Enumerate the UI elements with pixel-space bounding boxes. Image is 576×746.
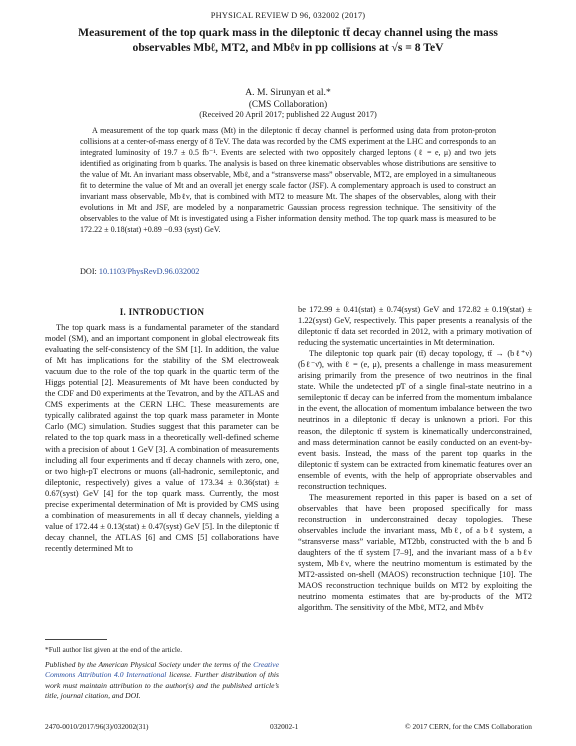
abstract: A measurement of the top quark mass (Mt) in the dileptonic tt̄ decay channel is performed using data from proton-proton collisions at a center-of-mass energy of 8 TeV. The data was recorded by the CMS experiment at the LHC and corresponds to an integrated luminosity of 19.7 ± 0.5 fb⁻¹. Events are selected with two oppositely charged leptons (ℓ = e, μ) and two jets identified as originating from b quarks. The analysis is based on three kinematic observables whose distributions are sensitive to the value of Mt. An invariant mass observable, Mbℓ, and a “stransverse mass” observable, MT2, are employed in a simultaneous fit to determine the value of Mt and an overall jet energy scale factor (JSF). A complementary approach is used to construct an invariant mass observable, Mbℓν, that is combined with MT2 to measure Mt. The shapes of the observables, along with their evolutions in Mt and JSF, are modeled by a nonparametric Gaussian process regression technique. The sensitivity of the observables to the value of Mt is investigated using a Fisher information density method. The top quark mass is measured to be 172.22 ± 0.18(stat) +0.89 −0.93 (syst) GeV. (80, 126, 496, 235)
license-text-1: Published by the American Physical Society under the terms of the (45, 660, 254, 669)
footnote-rule (45, 639, 107, 640)
collaboration: (CMS Collaboration) (248, 99, 328, 109)
footer-issn: 2470-0010/2017/96(3)/032002(31) (45, 722, 149, 731)
paper-title: Measurement of the top quark mass in the dileptonic tt̄ decay channel using the mass observables Mbℓ, MT2, and Mbℓν in pp collisions at √s = 8 TeV (78, 26, 498, 54)
doi-link[interactable]: 10.1103/PhysRevD.96.032002 (98, 267, 200, 276)
license-link[interactable]: Creative Commons Attribution 4.0 International (45, 660, 279, 680)
journal-header: PHYSICAL REVIEW D 96, 032002 (2017) (210, 11, 366, 20)
left-column (45, 322, 279, 554)
license-note (45, 660, 279, 702)
intro-paragraph-3: The measurement reported in this paper is based on a set of observables that have been proposed specifically for mass reconstruction in underconstrained decay topologies. These observables include the invariant mass, Mbℓ, of a bℓ system, a “stransverse mass” variable, MT2bb, constructed with the b and b̄ daughters of the tt̄ system [7–9], and the invariant mass of a bℓν system, Mbℓν, where the neutrino momentum is estimated by the MT2-assisted on-shell (MAOS) reconstruction technique [10]. The MAOS reconstruction technique builds on MT2 by exploiting the neutrino momenta estimates that are by-products of the MT2 algorithm. The sensitivity of the Mbℓ, MT2, and Mbℓν (298, 491, 532, 613)
author-list[interactable]: A. M. Sirunyan et al.* (245, 87, 331, 98)
footer-page-number: 032002-1 (270, 722, 299, 731)
right-column (298, 304, 532, 613)
footer-copyright: © 2017 CERN, for the CMS Collaboration (405, 722, 532, 731)
license-text-2: license. Further distribution of this work must maintain attribution to the author(s) and the published article’s title, journal citation, and DOI. (45, 670, 279, 701)
intro-paragraph-2: The dileptonic top quark pair (tt̄) decay topology, tt̄ → (bℓ⁺ν)(b̄ℓ⁻ν̄), with ℓ = (e, μ), presents a challenge in mass measurement arising primarily from the presence of two neutrinos in the final state. While the undetected p̸T of a single final-state neutrino in a semileptonic tt̄ decay can be inferred from the momentum imbalance in the event, the allocation of momentum imbalance between the two neutrinos in a dileptonic tt̄ decay is unknown a priori. For this reason, the dileptonic tt̄ system is kinematically underconstrained, and mass determination cannot be easily conducted on an event-by-event basis. Instead, the mass of the parent top quarks in the dileptonic tt̄ system can be extracted from kinematic features over an ensemble of events, with the help of appropriate observables and reconstruction techniques. (298, 348, 532, 491)
publication-dates: (Received 20 April 2017; published 22 August 2017) (199, 110, 377, 119)
section-heading: I. INTRODUCTION (119, 307, 205, 317)
intro-paragraph-1: The top quark mass is a fundamental parameter of the standard model (SM), and an important component in global electroweak fits evaluating the self-consistency of the SM [1]. In addition, the value of Mt has implications for the stability of the SM electroweak vacuum due to the role of the top quark in the quartic term of the Higgs potential [2]. Measurements of Mt have been conducted by the CDF and D0 experiments at the Tevatron, and by the ATLAS and CMS experiments at the CERN LHC. These measurements are typically calibrated against the top quark mass parameter in Monte Carlo (MC) simulation. Studies suggest that this parameter can be related to the top quark mass in a theoretically well-defined scheme with a precision of about 1 GeV [3]. A combination of measurements including all four experiments and tt̄ decay channels with zero, one, or two high-pT electrons or muons (all-hadronic, semileptonic, and dileptonic, respectively) gives a value of 173.34 ± 0.36(stat) ± 0.67(syst) GeV [4] for the top quark mass. Currently, the most precise experimental determination of Mt is provided by CMS using a combination of measurements in all tt̄ decay channels, yielding a value of 172.44 ± 0.13(stat) ± 0.47(syst) GeV [5]. In the dileptonic tt̄ decay channel, the ATLAS [6] and CMS [5] collaborations have recently determined Mt to (45, 322, 279, 553)
doi-line (80, 267, 199, 276)
author-footnote: *Full author list given at the end of the article. (45, 645, 183, 654)
doi-label: DOI: (80, 267, 97, 276)
intro-paragraph-continued: be 172.99 ± 0.41(stat) ± 0.74(syst) GeV and 172.82 ± 0.19(stat) ± 1.22(syst) GeV, respectively. This paper presents a reanalysis of the dileptonic tt̄ data set recorded in 2012, with a primary motivation of reducing the systematic uncertainties in Mt determination. (298, 304, 532, 348)
